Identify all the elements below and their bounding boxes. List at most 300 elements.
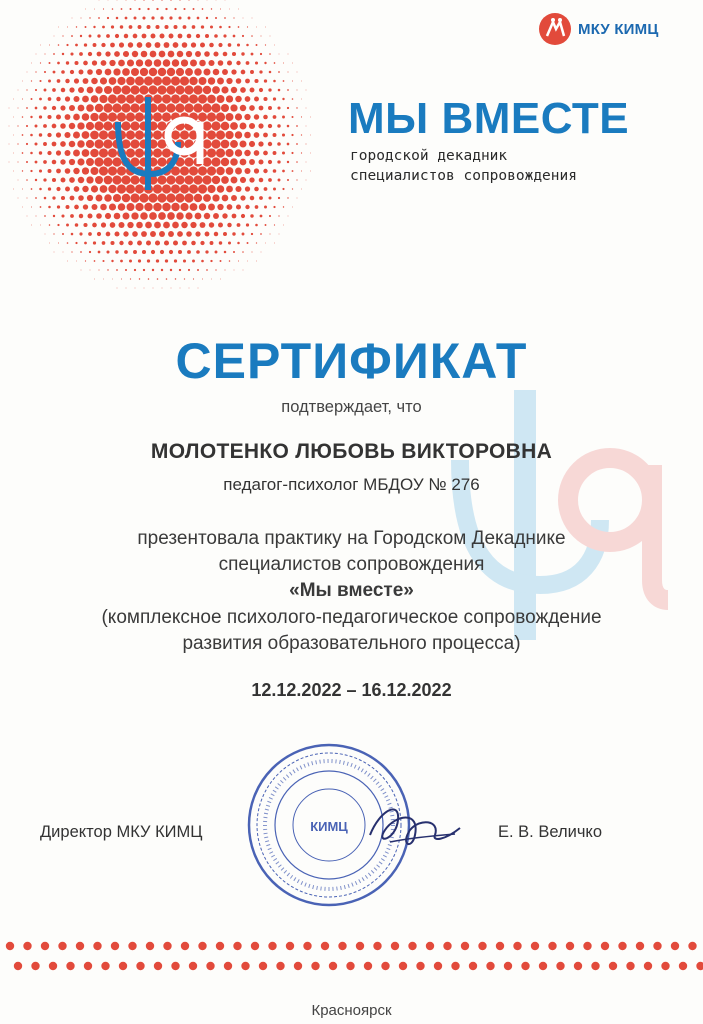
halftone-dot — [27, 72, 28, 73]
halftone-dot — [79, 70, 84, 75]
border-dot — [574, 962, 582, 970]
halftone-dot — [185, 212, 192, 219]
border-dot — [224, 962, 232, 970]
halftone-dot — [231, 69, 236, 74]
halftone-dot — [259, 106, 264, 111]
halftone-dot — [104, 194, 112, 202]
halftone-dot — [249, 123, 255, 129]
halftone-dot — [238, 9, 239, 10]
halftone-dot — [48, 169, 52, 173]
border-dot — [688, 942, 696, 950]
halftone-dot — [61, 196, 65, 200]
halftone-dot — [152, 0, 153, 1]
halftone-dot — [143, 269, 145, 271]
halftone-dot — [193, 278, 194, 279]
halftone-dot — [102, 26, 105, 29]
halftone-dot — [254, 114, 259, 119]
halftone-dot — [39, 133, 42, 136]
halftone-dot — [260, 53, 262, 55]
halftone-dot — [240, 105, 246, 111]
halftone-dot — [249, 159, 255, 165]
halftone-dot — [100, 204, 107, 211]
halftone-dot — [165, 8, 167, 10]
halftone-dot — [127, 203, 135, 211]
halftone-dot — [31, 225, 32, 226]
halftone-dot — [287, 197, 288, 198]
halftone-dot — [140, 212, 148, 220]
halftone-dot — [88, 52, 92, 56]
halftone-dot — [116, 269, 118, 271]
halftone-dot — [240, 87, 246, 93]
halftone-dot — [208, 204, 215, 211]
halftone-dot — [238, 26, 240, 28]
halftone-dot — [101, 222, 106, 227]
halftone-dot — [17, 125, 18, 126]
psi-alpha-logo-icon — [100, 92, 220, 192]
halftone-dot — [164, 42, 170, 48]
halftone-dot — [282, 116, 285, 119]
border-dot — [644, 962, 652, 970]
halftone-dot — [140, 68, 148, 76]
halftone-dot — [147, 259, 150, 262]
border-dot — [311, 962, 319, 970]
border-dot — [163, 942, 171, 950]
halftone-dot — [288, 72, 289, 73]
halftone-dot — [78, 195, 84, 201]
border-dot — [356, 942, 364, 950]
halftone-dot — [155, 25, 159, 29]
halftone-dot — [263, 151, 268, 156]
halftone-dot — [263, 169, 267, 173]
halftone-dot — [69, 141, 76, 148]
border-dot — [434, 962, 442, 970]
halftone-dot — [301, 116, 302, 117]
halftone-dot — [310, 153, 311, 154]
halftone-dot — [132, 231, 138, 237]
halftone-dot — [35, 89, 37, 91]
halftone-dot — [114, 51, 120, 57]
halftone-dot — [45, 234, 46, 235]
halftone-dot — [86, 122, 94, 130]
body-line-5: развития образовательного процесса) — [182, 633, 521, 654]
halftone-dot — [172, 59, 179, 66]
halftone-dot — [170, 269, 172, 271]
halftone-dot — [269, 53, 271, 55]
halftone-dot — [30, 116, 32, 118]
border-dot — [84, 962, 92, 970]
body-line-2: специалистов сопровождения — [218, 554, 485, 575]
halftone-dot — [77, 140, 84, 147]
halftone-dot — [161, 0, 162, 1]
halftone-dot — [56, 97, 60, 101]
halftone-dot — [107, 17, 109, 19]
halftone-dot — [52, 88, 56, 92]
halftone-dot — [247, 26, 248, 27]
halftone-dot — [228, 43, 232, 47]
halftone-dot — [172, 222, 179, 229]
halftone-dot — [75, 44, 78, 47]
halftone-dot — [61, 214, 64, 217]
halftone-dot — [193, 8, 195, 10]
halftone-dot — [13, 171, 14, 172]
halftone-dot — [100, 77, 107, 84]
halftone-dot — [120, 25, 123, 28]
halftone-dot — [269, 215, 271, 217]
halftone-dot — [124, 34, 128, 38]
event-dates: 12.12.2022 – 16.12.2022 — [251, 680, 452, 700]
halftone-dot — [279, 234, 280, 235]
halftone-dot — [209, 43, 214, 48]
halftone-dot — [273, 169, 277, 173]
halftone-dot — [31, 80, 32, 81]
halftone-dot — [121, 8, 123, 10]
halftone-dot — [101, 43, 105, 47]
halftone-dot — [39, 80, 41, 82]
border-dot — [294, 962, 302, 970]
halftone-dot — [36, 216, 37, 217]
border-dot — [216, 942, 224, 950]
halftone-dot — [87, 69, 93, 75]
halftone-dot — [282, 170, 285, 173]
halftone-dot — [255, 224, 258, 227]
halftone-dot — [69, 87, 74, 92]
halftone-dot — [82, 96, 89, 103]
halftone-dot — [125, 269, 127, 271]
halftone-dot — [241, 214, 245, 218]
halftone-dot — [128, 241, 133, 246]
halftone-dot — [227, 223, 231, 227]
halftone-dot — [244, 132, 251, 139]
border-dot — [521, 962, 529, 970]
halftone-dot — [141, 231, 147, 237]
halftone-dot — [217, 78, 224, 85]
halftone-dot — [269, 71, 272, 74]
halftone-dot — [93, 26, 95, 28]
halftone-dot — [169, 34, 174, 39]
halftone-dot — [135, 203, 143, 211]
halftone-dot — [47, 151, 51, 155]
halftone-dot — [119, 42, 124, 47]
halftone-dot — [184, 193, 193, 202]
halftone-dot — [61, 88, 65, 92]
halftone-dot — [288, 216, 289, 217]
halftone-dot — [263, 115, 268, 120]
halftone-dot — [133, 34, 138, 39]
halftone-dot — [213, 51, 218, 56]
halftone-dot — [98, 269, 99, 270]
halftone-dot — [151, 34, 156, 39]
halftone-dot — [53, 215, 55, 217]
halftone-dot — [218, 223, 223, 228]
halftone-dot — [259, 196, 263, 200]
halftone-dot — [35, 197, 37, 199]
halftone-dot — [47, 133, 51, 137]
halftone-dot — [114, 231, 119, 236]
border-dot — [338, 942, 346, 950]
border-dot — [364, 962, 372, 970]
halftone-dot — [73, 150, 80, 157]
halftone-dot — [217, 204, 223, 210]
halftone-dot — [175, 278, 176, 279]
halftone-dot — [221, 140, 230, 149]
halftone-dot — [269, 197, 272, 200]
halftone-dot — [251, 233, 253, 235]
halftone-dot — [198, 288, 199, 289]
halftone-dot — [126, 77, 135, 86]
halftone-dot — [138, 8, 140, 10]
halftone-dot — [101, 60, 107, 66]
org-name: МКУ КИМЦ — [578, 20, 659, 38]
halftone-dot — [291, 134, 293, 136]
halftone-dot — [242, 251, 244, 253]
halftone-dot — [53, 53, 55, 55]
halftone-dot — [254, 150, 260, 156]
halftone-dot — [73, 114, 80, 121]
halftone-dot — [155, 240, 160, 245]
border-dot — [101, 962, 109, 970]
halftone-dot — [110, 222, 116, 228]
halftone-dot — [265, 44, 266, 45]
halftone-dot — [277, 142, 281, 146]
halftone-dot — [57, 205, 60, 208]
halftone-dot — [187, 250, 191, 254]
halftone-dot — [91, 78, 98, 85]
halftone-dot — [73, 132, 80, 139]
border-dot — [31, 962, 39, 970]
halftone-dot — [245, 96, 251, 102]
halftone-dot — [155, 42, 161, 48]
halftone-dot — [200, 241, 204, 245]
halftone-dot — [243, 270, 244, 271]
border-dot — [478, 942, 486, 950]
halftone-dot — [273, 80, 276, 83]
halftone-dot — [102, 241, 106, 245]
halftone-dot — [263, 133, 268, 138]
halftone-dot — [190, 203, 198, 211]
halftone-dot — [54, 252, 55, 253]
halftone-dot — [135, 76, 144, 85]
halftone-dot — [237, 242, 240, 245]
halftone-dot — [69, 105, 75, 111]
halftone-dot — [287, 179, 289, 181]
halftone-dot — [301, 171, 302, 172]
halftone-dot — [49, 45, 50, 46]
header-logo — [538, 12, 659, 46]
halftone-dot — [176, 68, 184, 76]
halftone-dot — [113, 194, 121, 202]
halftone-dot — [244, 168, 250, 174]
halftone-dot — [210, 260, 212, 262]
halftone-dot — [90, 113, 98, 121]
event-title: МЫ ВМЕСТЕ — [348, 94, 630, 143]
border-dot — [93, 942, 101, 950]
border-dot — [276, 962, 284, 970]
halftone-dot — [49, 243, 50, 244]
halftone-dot — [231, 195, 237, 201]
border-dot — [346, 962, 354, 970]
halftone-dot — [18, 90, 19, 91]
border-dot — [504, 962, 512, 970]
halftone-dot — [141, 51, 148, 58]
halftone-dot — [203, 194, 211, 202]
halftone-dot — [235, 96, 242, 103]
halftone-dot — [116, 17, 119, 20]
halftone-dot — [222, 69, 228, 75]
halftone-dot — [296, 125, 298, 127]
halftone-dot — [197, 17, 200, 20]
halftone-dot — [134, 17, 137, 20]
halftone-dot — [205, 250, 208, 253]
halftone-dot — [13, 99, 14, 100]
halftone-dot — [242, 233, 245, 236]
halftone-dot — [287, 161, 289, 163]
halftone-dot — [44, 53, 45, 54]
halftone-dot — [97, 232, 101, 236]
border-dot — [408, 942, 416, 950]
halftone-dot — [49, 62, 51, 64]
halftone-dot — [105, 51, 110, 56]
halftone-dot — [39, 98, 42, 101]
border-dot — [321, 942, 329, 950]
halftone-dot — [227, 204, 233, 210]
halftone-dot — [13, 117, 14, 118]
halftone-dot — [35, 179, 37, 181]
halftone-dot — [85, 26, 87, 28]
halftone-dot — [57, 79, 61, 83]
halftone-dot — [128, 42, 133, 47]
halftone-dot — [31, 207, 32, 208]
halftone-dot — [161, 269, 163, 271]
halftone-dot — [66, 205, 70, 209]
halftone-dot — [215, 251, 218, 254]
halftone-dot — [35, 107, 38, 110]
halftone-dot — [111, 25, 114, 28]
border-dot — [154, 962, 162, 970]
halftone-dot — [202, 279, 203, 280]
halftone-dot — [122, 68, 130, 76]
halftone-dot — [235, 113, 242, 120]
halftone-dot — [274, 62, 276, 64]
halftone-dot — [177, 51, 184, 58]
halftone-dot — [137, 241, 142, 246]
halftone-dot — [149, 212, 157, 220]
halftone-dot — [191, 42, 196, 47]
border-dot — [259, 962, 267, 970]
halftone-dot — [65, 79, 69, 83]
halftone-dot — [160, 34, 165, 39]
halftone-dot — [235, 149, 242, 156]
halftone-dot — [211, 279, 212, 280]
halftone-dot — [146, 25, 150, 29]
halftone-dot — [237, 223, 241, 227]
halftone-dot — [70, 196, 75, 201]
halftone-dot — [119, 241, 123, 245]
border-dot — [6, 942, 14, 950]
halftone-dot — [212, 194, 219, 201]
halftone-dot — [124, 250, 128, 254]
halftone-dot — [297, 198, 298, 199]
halftone-dot — [206, 17, 208, 19]
border-dot — [128, 942, 136, 950]
halftone-dot — [190, 222, 196, 228]
halftone-dot — [27, 216, 28, 217]
halftone-dot — [223, 232, 227, 236]
halftone-dot — [223, 34, 226, 37]
halftone-dot — [226, 95, 233, 102]
halftone-dot — [227, 60, 232, 65]
halftone-dot — [90, 131, 99, 140]
handwritten-signature-icon — [360, 790, 470, 860]
halftone-dot — [113, 68, 120, 75]
border-dot — [671, 942, 679, 950]
halftone-dot — [111, 260, 113, 262]
halftone-dot — [96, 69, 102, 75]
halftone-dot — [255, 205, 259, 209]
halftone-dot — [301, 189, 302, 190]
halftone-dot — [306, 90, 307, 91]
halftone-dot — [144, 76, 153, 85]
halftone-dot — [70, 70, 74, 74]
halftone-dot — [189, 288, 190, 289]
halftone-dot — [237, 43, 240, 46]
halftone-dot — [147, 8, 149, 10]
halftone-dot — [114, 213, 121, 220]
event-subtitle-line1: городской декадник — [350, 148, 508, 164]
halftone-dot — [287, 143, 290, 146]
halftone-dot — [183, 259, 186, 262]
halftone-dot — [106, 250, 109, 253]
halftone-dot — [89, 17, 90, 18]
halftone-dot — [110, 43, 115, 48]
halftone-dot — [265, 27, 266, 28]
halftone-dot — [118, 222, 124, 228]
halftone-dot — [249, 177, 254, 182]
halftone-dot — [296, 107, 297, 108]
border-dot — [66, 962, 74, 970]
border-dot — [14, 962, 22, 970]
halftone-dot — [245, 186, 250, 191]
halftone-dot — [234, 270, 235, 271]
halftone-dot — [169, 250, 173, 254]
halftone-dot — [283, 206, 284, 207]
border-dot — [496, 942, 504, 950]
halftone-dot — [156, 8, 158, 10]
halftone-dot — [117, 288, 118, 289]
halftone-dot — [22, 207, 23, 208]
halftone-dot — [77, 122, 84, 129]
halftone-dot — [246, 44, 249, 47]
halftone-dot — [79, 232, 82, 235]
halftone-dot — [131, 212, 138, 219]
halftone-dot — [142, 16, 145, 19]
halftone-dot — [301, 152, 302, 153]
halftone-dot — [76, 261, 77, 262]
border-dot — [181, 942, 189, 950]
halftone-dot — [120, 260, 123, 263]
halftone-dot — [39, 188, 42, 191]
halftone-dot — [151, 250, 155, 254]
halftone-dot — [249, 141, 255, 147]
halftone-dot — [17, 143, 18, 144]
halftone-dot — [43, 106, 46, 109]
halftone-dot — [82, 186, 88, 192]
halftone-dot — [54, 36, 55, 37]
halftone-dot — [136, 59, 143, 66]
halftone-dot — [259, 70, 262, 73]
halftone-dot — [64, 150, 70, 156]
halftone-dot — [129, 25, 133, 29]
halftone-dot — [156, 259, 159, 262]
